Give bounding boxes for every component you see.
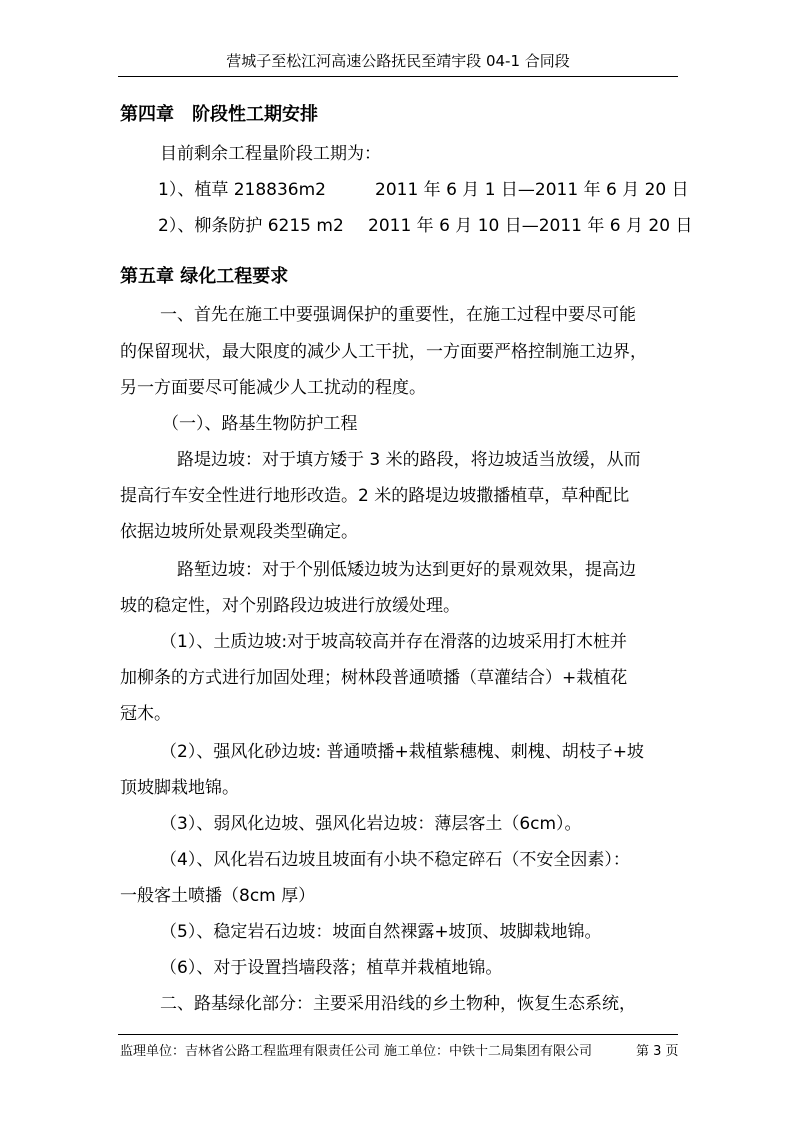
body-line: 二、路基绿化部分：主要采用沿线的乡土物种，恢复生态系统， (160, 994, 636, 1014)
footer-rule (118, 1034, 678, 1035)
body-line: （3）、弱风化边坡、强风化岩边坡：薄层客土（6cm）。 (160, 814, 582, 834)
footer-supervisor: 监理单位：吉林省公路工程监理有限责任公司 (120, 1044, 381, 1059)
page-header: 营城子至松江河高速公路抚民至靖宇段 04-1 合同段 (226, 52, 570, 70)
body-line: （4）、风化岩石边坡且坡面有小块不稳定碎石（不安全因素）： (160, 850, 630, 870)
schedule-item-1-period: 2011 年 6 月 1 日—2011 年 6 月 20 日 (375, 180, 689, 200)
body-line: 另一方面要尽可能减少人工扰动的程度。 (120, 378, 426, 398)
schedule-item-1-label: 1）、植草 218836m2 (158, 180, 326, 200)
body-line: 顶坡脚栽地锦。 (120, 778, 239, 798)
chapter-4-intro: 目前剩余工程量阶段工期为： (160, 144, 381, 164)
body-line: 的保留现状，最大限度的减少人工干扰，一方面要严格控制施工边界， (120, 342, 647, 362)
body-line: （2）、强风化砂边坡: 普通喷播+栽植紫穗槐、刺槐、胡枝子+坡 (160, 742, 644, 762)
body-line: 坡的稳定性，对个别路段边坡进行放缓处理。 (120, 596, 460, 616)
footer-page-number: 第 3 页 (636, 1044, 679, 1059)
header-rule (118, 76, 678, 77)
body-line: 提高行车安全性进行地形改造。2 米的路堤边坡撒播植草，草种配比 (120, 486, 630, 506)
body-line: 冠木。 (120, 704, 171, 724)
section-heading: （一）、路基生物防护工程 (162, 414, 358, 434)
chapter-4-heading: 第四章 阶段性工期安排 (120, 104, 318, 125)
chapter-5-heading: 第五章 绿化工程要求 (120, 266, 289, 287)
body-line: （1）、土质边坡:对于坡高较高并存在滑落的边坡采用打木桩并 (160, 632, 628, 652)
body-line: 一般客土喷播（8cm 厚） (120, 886, 316, 906)
body-line: 依据边坡所处景观段类型确定。 (120, 522, 358, 542)
schedule-item-2-period: 2011 年 6 月 10 日—2011 年 6 月 20 日 (368, 216, 693, 236)
body-line: （5）、稳定岩石边坡：坡面自然裸露+坡顶、坡脚栽地锦。 (160, 922, 602, 942)
body-line: 路堑边坡：对于个别低矮边坡为达到更好的景观效果，提高边 (177, 560, 636, 580)
body-line: 路堤边坡：对于填方矮于 3 米的路段，将边坡适当放缓，从而 (177, 450, 641, 470)
body-line: 加柳条的方式进行加固处理；树林段普通喷播（草灌结合）+栽植花 (120, 668, 628, 688)
schedule-item-2-label: 2）、柳条防护 6215 m2 (158, 216, 344, 236)
footer-contractor: 施工单位：中铁十二局集团有限公司 (384, 1044, 593, 1059)
body-line: （6）、对于设置挡墙段落；植草并栽植地锦。 (160, 958, 503, 978)
body-line: 一、首先在施工中要强调保护的重要性，在施工过程中要尽可能 (160, 305, 636, 325)
